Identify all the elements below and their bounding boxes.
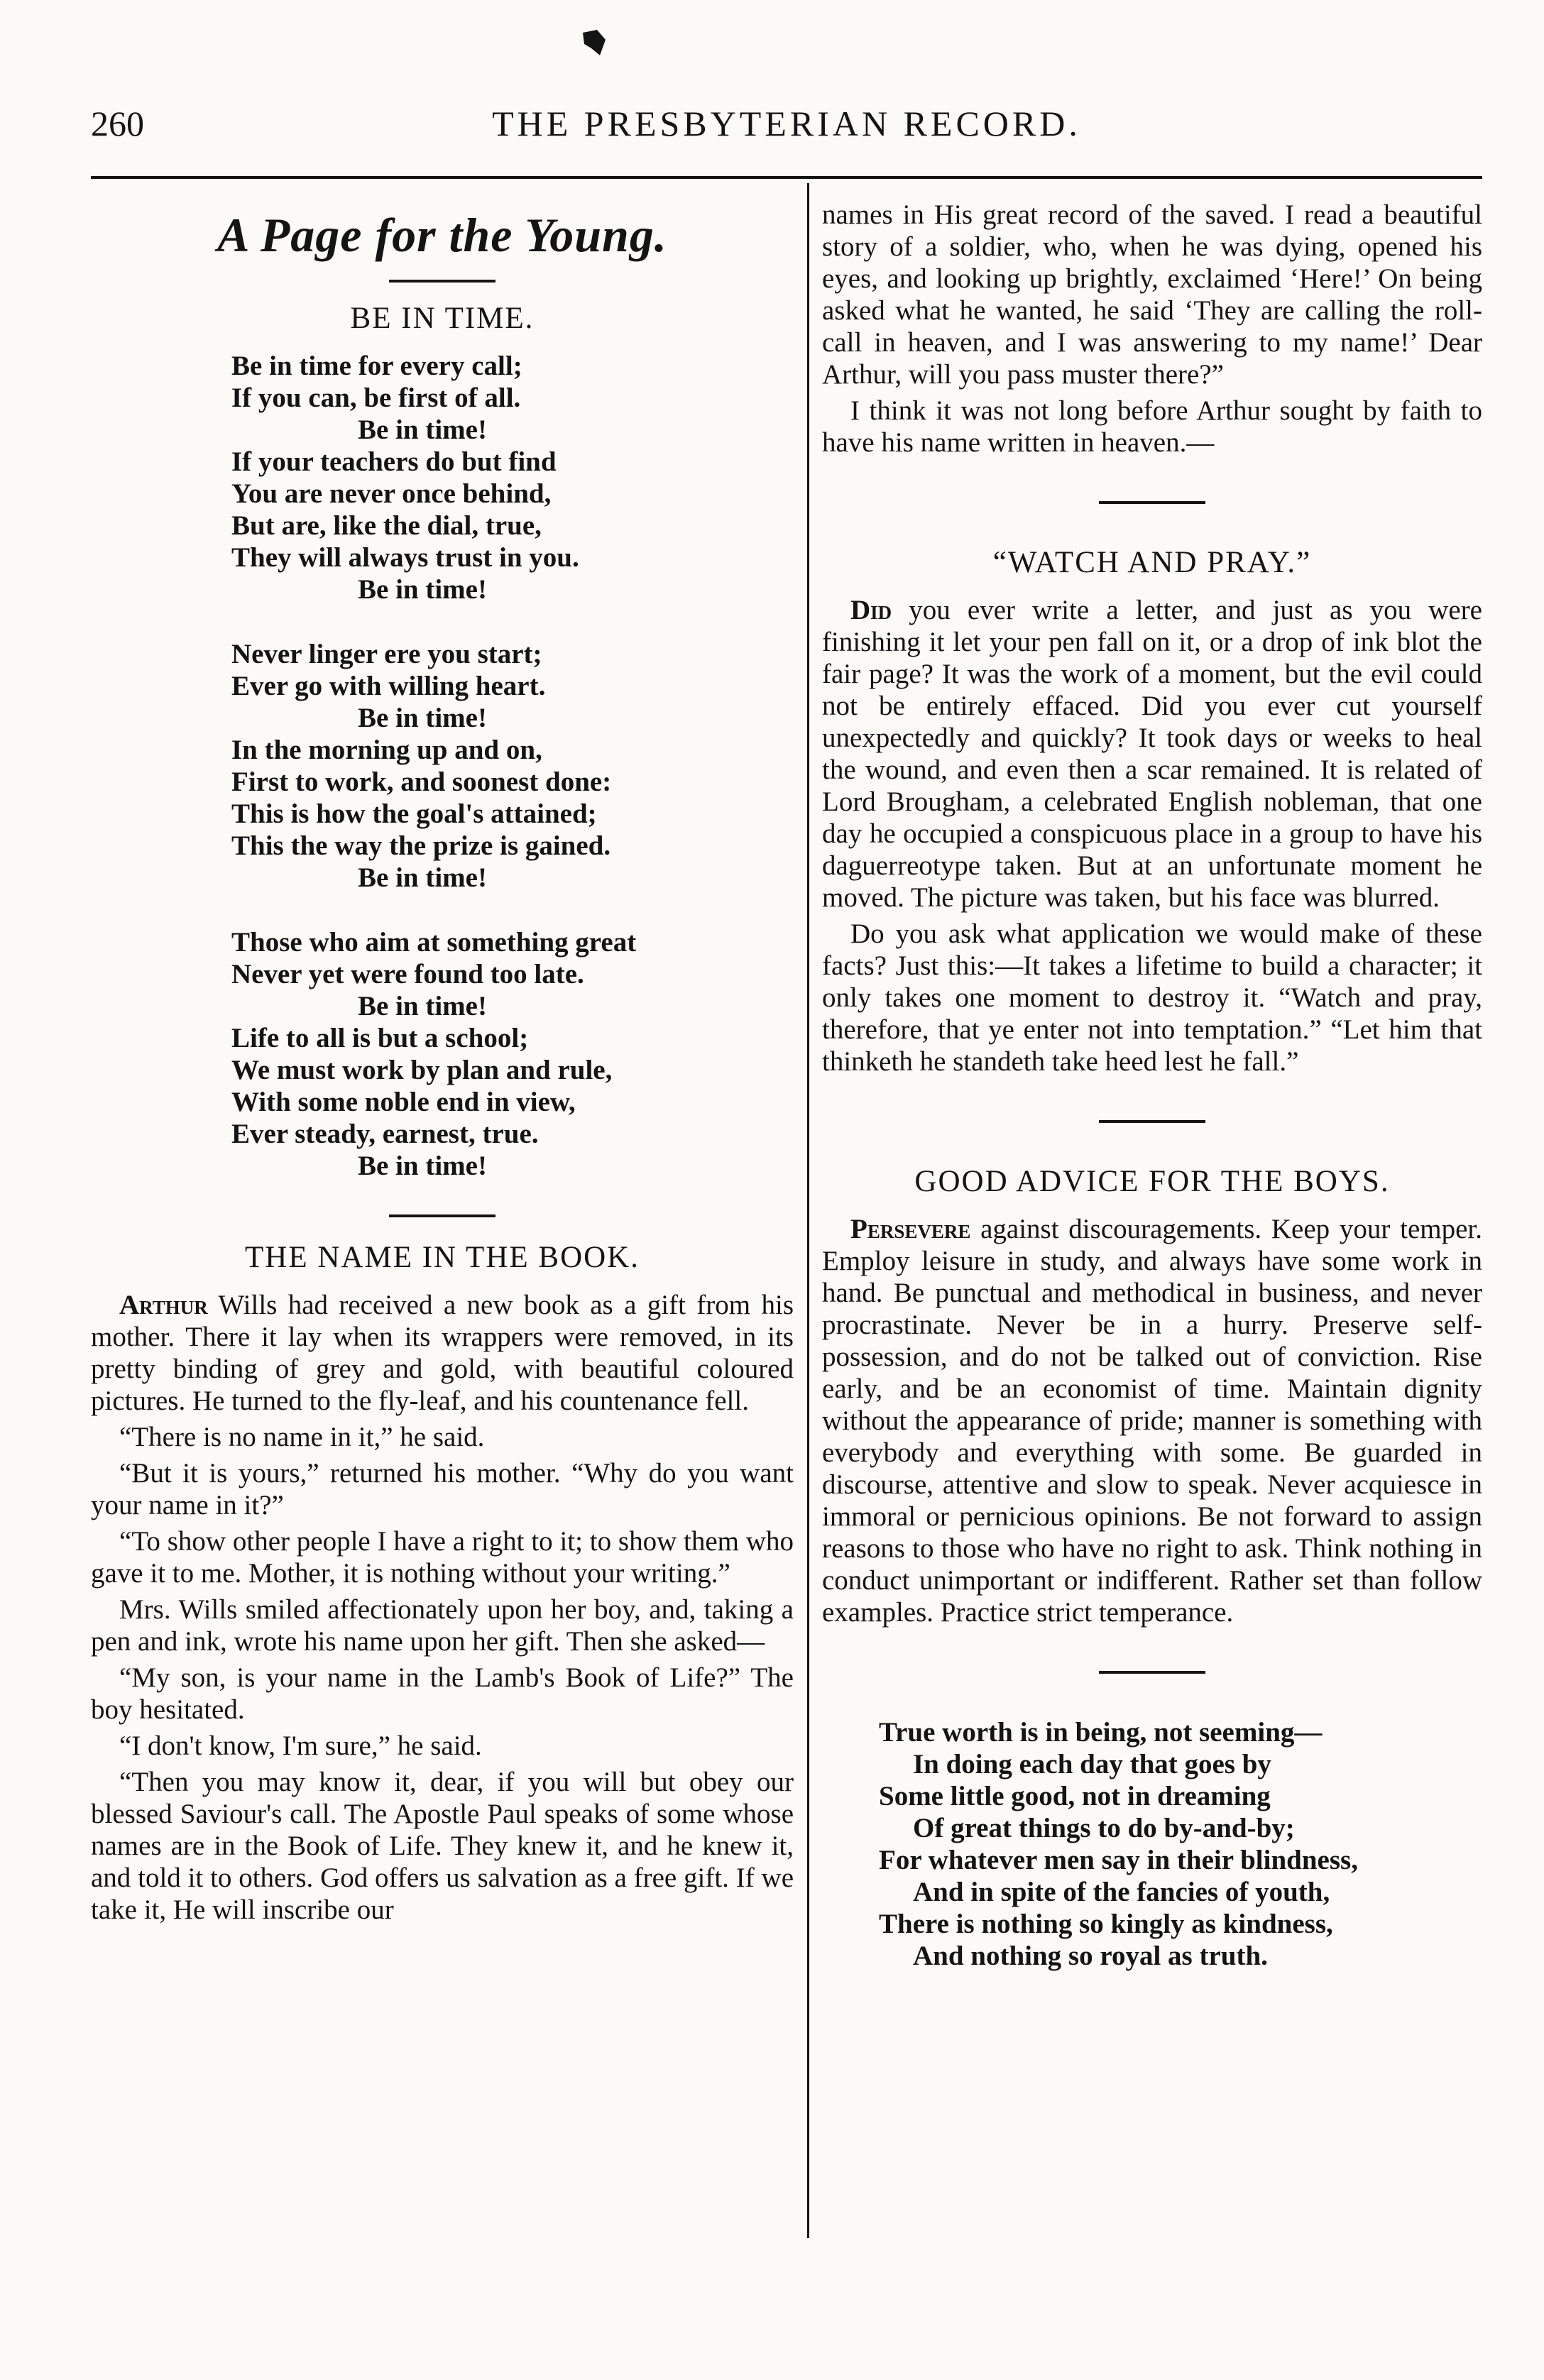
stanza xyxy=(231,638,794,894)
poem-title-be-in-time: BE IN TIME. xyxy=(350,302,535,335)
poem-line: First to work, and soonest done: xyxy=(231,767,612,797)
lead-word: Did xyxy=(850,595,892,625)
poem-be-in-time xyxy=(231,350,794,1182)
paragraph: Do you ask what application we would make of these facts? Just this:—It takes a lifetime to build a character; it only takes one moment to destroy it. “Watch and pray, therefore, that ye enter not into temptation.” “Let him that thinketh he standeth take heed lest he fall.” xyxy=(822,918,1482,1077)
lead-word: Arthur xyxy=(119,1290,208,1320)
paragraph: “Then you may know it, dear, if you will but obey our blessed Saviour's call. The Apostle Paul speaks of some whose names are in the Book of Life. They knew it, and he knew it, and told it to others. God offers us salvation as a free gift. If we take it, He will inscribe our xyxy=(91,1767,794,1925)
poem-line: Ever go with willing heart. xyxy=(231,671,546,701)
poem-line: Be in time for every call; xyxy=(231,351,522,381)
poem-line: And nothing so royal as truth. xyxy=(913,1941,1268,1971)
poem-line: They will always trust in you. xyxy=(231,542,579,573)
poem-line: Of great things to do by-and-by; xyxy=(913,1813,1295,1843)
poem-line: If your teachers do but find xyxy=(231,446,557,477)
refrain-line: Be in time! xyxy=(358,703,487,733)
poem-line: And in spite of the fancies of youth, xyxy=(913,1877,1330,1907)
poem-line: Never linger ere you start; xyxy=(231,639,542,669)
article-continuation xyxy=(822,199,1482,459)
page-header xyxy=(91,103,1482,153)
poem-line: There is nothing so kingly as kindness, xyxy=(879,1909,1333,1939)
divider-rule xyxy=(1099,1671,1205,1674)
paragraph: Mrs. Wills smiled affectionately upon her boy, and, taking a pen and ink, wrote his name upon her gift. Then she asked— xyxy=(91,1594,794,1657)
section-title: A Page for the Young. xyxy=(217,208,667,262)
paragraph: Arthur Wills had received a new book as a gift from his mother. There it lay when its wrappers were removed, in its pretty binding of grey and gold, with beautiful coloured pictures. He turned to the fly-leaf, and his countenance fell. xyxy=(91,1290,794,1416)
header-rule xyxy=(91,176,1482,179)
poem-line: For whatever men say in their blindness, xyxy=(879,1845,1358,1875)
page-number: 260 xyxy=(91,104,144,143)
stanza xyxy=(231,926,794,1182)
paragraph: “But it is yours,” returned his mother. “Why do you want your name in it?” xyxy=(91,1458,794,1520)
poem-line: True worth is in being, not seeming— xyxy=(879,1717,1323,1748)
article-good-advice xyxy=(822,1213,1482,1628)
paragraph: Did you ever write a letter, and just as you were finishing it let your pen fall on it, or a drop of ink blot the fair page? It was the work of a moment, but the evil could not be entirely effaced. Did you ever cut yourself unexpectedly and quickly? It took days or weeks to heal the wound, and even then a scar remained. It is related of Lord Brougham, a celebrated English nobleman, that one day he occupied a conspicuous place in a group to have his daguerreotype taken. But at an unfortunate moment he moved. The picture was taken, but his face was blurred. xyxy=(822,595,1482,913)
poem-line: Those who aim at something great xyxy=(231,927,637,958)
refrain-line: Be in time! xyxy=(358,991,487,1021)
paragraph: names in His great record of the saved. I read a beautiful story of a soldier, who, when he was dying, opened his eyes, and looking up brightly, exclaimed ‘Here!’ On being asked what he wanted, he said ‘They are calling the roll-call in heaven, and I was answering to my name!’ Dear Arthur, will you pass muster there?” xyxy=(822,199,1482,390)
poem-line: We must work by plan and rule, xyxy=(231,1055,613,1085)
refrain-line: Be in time! xyxy=(358,574,487,605)
poem-line: In doing each day that goes by xyxy=(913,1749,1271,1779)
divider-rule xyxy=(1099,1120,1205,1123)
column-divider xyxy=(807,183,809,2238)
refrain-line: Be in time! xyxy=(358,862,487,893)
article-name-in-book xyxy=(91,1289,794,1926)
poem-line: Life to all is but a school; xyxy=(231,1023,529,1053)
article-title-name-in-book: THE NAME IN THE BOOK. xyxy=(245,1241,640,1274)
refrain-line: Be in time! xyxy=(358,415,487,445)
poem-line: This is how the goal's attained; xyxy=(231,799,597,829)
paragraph: “My son, is your name in the Lamb's Book of Life?” The boy hesitated. xyxy=(91,1662,794,1725)
poem-line: In the morning up and on, xyxy=(231,735,542,765)
refrain-line: Be in time! xyxy=(358,1151,487,1181)
paragraph: “I don't know, I'm sure,” he said. xyxy=(119,1731,482,1761)
left-column xyxy=(91,183,794,1930)
poem-line: Never yet were found too late. xyxy=(231,959,584,989)
right-column xyxy=(822,183,1482,1972)
poem-line: With some noble end in view, xyxy=(231,1087,576,1117)
article-watch-and-pray xyxy=(822,594,1482,1077)
paragraph: “There is no name in it,” he said. xyxy=(119,1422,485,1452)
paragraph: Persevere against discouragements. Keep your temper. Employ leisure in study, and always have some work in hand. Be punctual and methodical in business, and never procrastinate. Never be in a hurry. Preserve self-possession, and do not be talked out of conviction. Rise early, and be an economist of time. Maintain dignity without the appearance of pride; manner is something with everybody and everything with some. Be guarded in discourse, attentive and slow to speak. Never acquiesce in immoral or pernicious opinions. Be not forward to assign reasons to those who have no right to ask. Think nothing in conduct unimportant or indifferent. Rather set than follow examples. Practice strict temperance. xyxy=(822,1214,1482,1628)
poem-line: This the way the prize is gained. xyxy=(231,830,611,861)
poem-line: If you can, be first of all. xyxy=(231,383,521,413)
paragraph: I think it was not long before Arthur sought by faith to have his name written in heaven.— xyxy=(822,395,1482,458)
poem-line: But are, like the dial, true, xyxy=(231,510,542,541)
divider-rule xyxy=(1099,501,1205,504)
journal-title: THE PRESBYTERIAN RECORD. xyxy=(492,104,1081,143)
lead-word: Persevere xyxy=(850,1214,971,1244)
stanza xyxy=(231,350,794,605)
poem-line: Some little good, not in dreaming xyxy=(879,1781,1271,1811)
article-title-good-advice: GOOD ADVICE FOR THE BOYS. xyxy=(914,1165,1390,1198)
printer-ornament-icon xyxy=(579,27,610,58)
section-rule xyxy=(389,280,495,283)
poem-line: Ever steady, earnest, true. xyxy=(231,1119,539,1149)
divider-rule xyxy=(389,1214,495,1217)
article-title-watch-and-pray: “WATCH AND PRAY.” xyxy=(992,546,1312,579)
poem-line: You are never once behind, xyxy=(231,478,552,509)
closing-poem xyxy=(879,1716,1482,1972)
paragraph: “To show other people I have a right to it; to show them who gave it to me. Mother, it is nothing without your writing.” xyxy=(91,1526,794,1589)
